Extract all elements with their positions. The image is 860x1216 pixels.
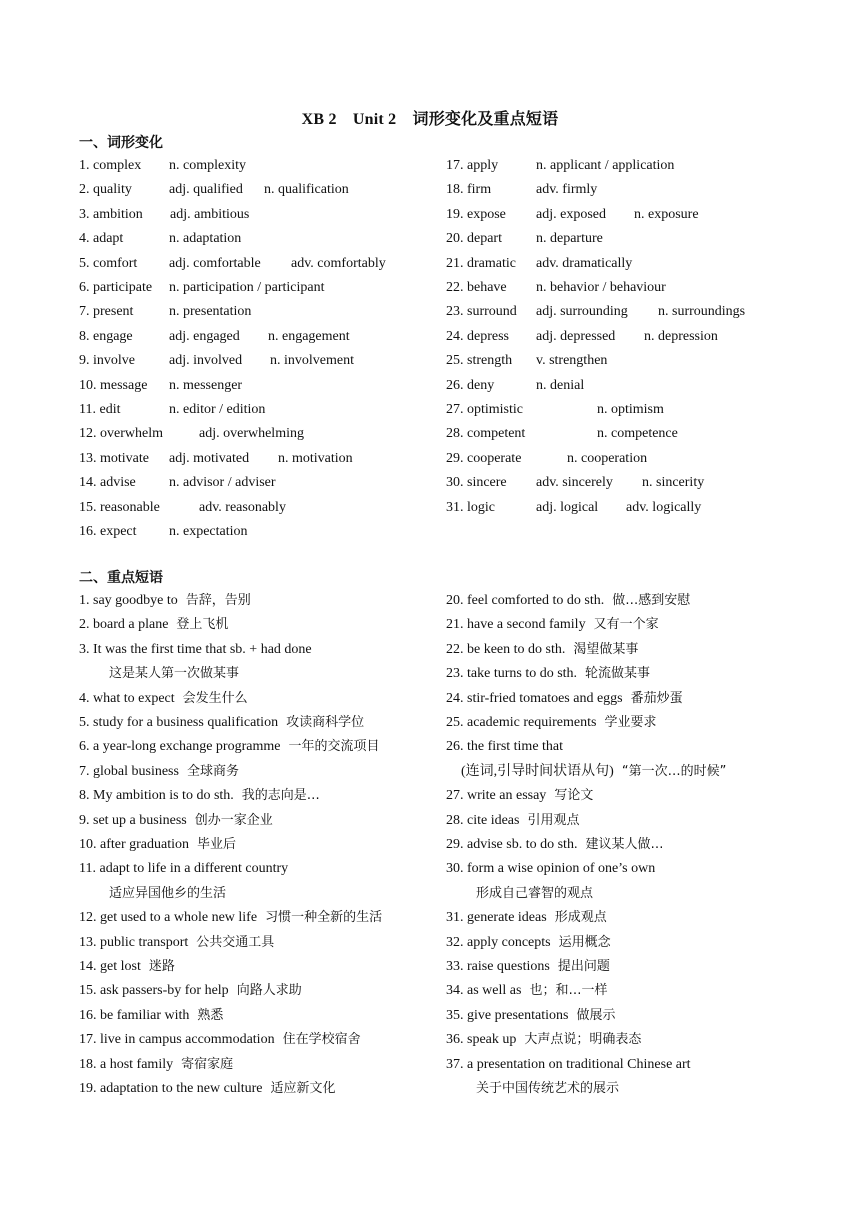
phrase-row (79, 1055, 233, 1075)
derived-form: n. applicant / application (536, 158, 675, 173)
phrase-row (79, 591, 251, 611)
base-word: 5. comfort (79, 255, 138, 271)
phrase-english: 15. ask passers-by for help (79, 983, 229, 999)
phrase-english: 27. write an essay (446, 788, 547, 804)
phrase-english: 33. raise questions (446, 959, 550, 974)
derived-form: adj. comfortable (169, 255, 261, 271)
phrase-english: 16. be familiar with (79, 1007, 190, 1023)
phrase-row (79, 811, 273, 831)
base-word: 19. expose (446, 206, 506, 222)
phrase-english: 10. after graduation (79, 837, 190, 852)
phrase-row (79, 884, 226, 904)
phrase-row (446, 835, 663, 855)
base-word: 8. engage (79, 328, 133, 344)
phrase-row (79, 1079, 336, 1099)
phrase-chinese: 渴望做某事 (573, 641, 639, 657)
phrase-chinese: 适应新文化 (270, 1081, 336, 1096)
phrase-english: 23. take turns to do sth. (446, 666, 578, 682)
title-topic: 词形变化及重点短语 (412, 111, 559, 128)
phrase-row (79, 713, 364, 733)
phrase-english: 9. set up a business (79, 812, 187, 828)
base-word: 1. complex (79, 158, 142, 173)
derived-form: n. expectation (169, 524, 248, 539)
derived-form: n. optimism (597, 402, 664, 417)
base-word: 14. advise (79, 475, 136, 491)
base-word: 15. reasonable (79, 499, 160, 515)
section-heading-word-forms: 一、词形变化 (79, 136, 163, 151)
phrase-english: 25. academic requirements (446, 715, 597, 730)
phrase-chinese: 寄宿家庭 (181, 1056, 234, 1072)
phrase-row (79, 981, 302, 1001)
phrase-chinese: 毕业后 (197, 837, 237, 852)
phrase-english: 5. study for a business qualification (79, 715, 279, 730)
derived-form: n. adaptation (169, 231, 242, 247)
derived-form-second: n. sincerity (642, 475, 705, 491)
phrase-english: 13. public transport (79, 934, 189, 950)
derived-form-second: adv. comfortably (291, 255, 386, 271)
phrase-english: 28. cite ideas (446, 812, 520, 828)
phrase-english: 20. feel comforted to do sth. (446, 593, 605, 608)
phrase-english: 18. a host family (79, 1056, 174, 1072)
derived-form-second: n. motivation (278, 450, 353, 466)
derived-form: adv. firmly (536, 182, 598, 198)
derived-form: adj. overwhelming (199, 426, 304, 442)
derived-form: n. complexity (169, 158, 246, 173)
base-word: 18. firm (446, 182, 492, 198)
base-word: 7. present (79, 304, 134, 320)
phrase-english: 36. speak up (446, 1032, 517, 1048)
word-forms-right-column (446, 156, 816, 526)
phrase-chinese: 适应异国他乡的生活 (109, 885, 227, 901)
base-word: 16. expect (79, 524, 137, 539)
phrase-row (446, 762, 726, 782)
phrase-row (446, 640, 638, 660)
derived-form: adj. exposed (536, 206, 606, 222)
phrase-row (446, 664, 650, 684)
derived-form: n. messenger (169, 377, 243, 393)
phrase-english: 22. be keen to do sth. (446, 641, 566, 657)
phrase-chinese: 熟悉 (197, 1007, 224, 1023)
phrase-english: 19. adaptation to the new culture (79, 1081, 263, 1096)
derived-form: adj. engaged (169, 328, 240, 344)
phrase-english: 7. global business (79, 763, 179, 779)
phrase-row (79, 957, 175, 977)
base-word: 11. edit (79, 402, 121, 417)
base-word: 31. logic (446, 499, 495, 515)
phrase-row (79, 1030, 361, 1050)
phrase-english: 11. adapt to life in a different country (79, 861, 289, 877)
base-word: 12. overwhelm (79, 426, 163, 442)
phrase-chinese: 引用观点 (527, 812, 580, 828)
phrase-english: 12. get used to a whole new life (79, 910, 258, 926)
phrase-english: 14. get lost (79, 959, 141, 974)
phrase-english: 24. stir-fried tomatoes and eggs (446, 690, 623, 706)
phrase-chinese: 向路人求助 (236, 983, 302, 999)
phrase-row (79, 689, 248, 709)
phrase-chinese: 我的志向是… (241, 788, 320, 804)
derived-form: adv. sincerely (536, 475, 613, 491)
phrase-chinese: “第一次…的时候” (621, 763, 727, 779)
phrase-chinese: 这是某人第一次做某事 (109, 666, 240, 682)
derived-form: adv. reasonably (199, 499, 286, 515)
phrase-english: 34. as well as (446, 983, 522, 999)
derived-form: n. editor / edition (169, 402, 266, 417)
phrase-chinese: 大声点说；明确表态 (524, 1032, 642, 1048)
derived-form: adv. dramatically (536, 255, 633, 271)
phrase-chinese: 迷路 (148, 959, 175, 974)
phrase-row (79, 664, 239, 684)
phrase-chinese: 习惯一种全新的生活 (265, 910, 383, 926)
phrases-left-column (79, 591, 439, 1101)
base-word: 13. motivate (79, 450, 149, 466)
phrase-chinese: 提出问题 (557, 959, 610, 974)
phrase-row (446, 615, 659, 635)
phrases-right-column (446, 591, 816, 1101)
phrase-english: 35. give presentations (446, 1007, 569, 1023)
phrase-english: 32. apply concepts (446, 934, 551, 950)
phrase-row (446, 1030, 641, 1050)
phrase-chinese: 告辞，告别 (185, 593, 251, 608)
phrase-english: 2. board a plane (79, 617, 169, 633)
derived-form: adj. logical (536, 499, 599, 515)
base-word: 28. competent (446, 426, 526, 442)
phrase-chinese: 也；和…一样 (529, 983, 608, 999)
phrase-chinese: 形成自己睿智的观点 (476, 885, 594, 901)
phrase-row (446, 786, 593, 806)
base-word: 20. depart (446, 231, 502, 247)
derived-form: adj. ambitious (170, 206, 250, 222)
phrase-row (79, 908, 382, 928)
phrase-chinese: 轮流做某事 (585, 666, 651, 682)
phrase-row (446, 908, 607, 928)
phrase-english: 8. My ambition is to do sth. (79, 788, 234, 804)
base-word: 22. behave (446, 280, 507, 295)
phrase-chinese: 登上飞机 (176, 617, 229, 633)
phrase-row (446, 713, 656, 733)
derived-form-second: n. exposure (634, 206, 699, 222)
phrase-english: 37. a presentation on traditional Chinese art (446, 1056, 691, 1072)
phrase-chinese: 攻读商科学位 (286, 715, 365, 730)
derived-form: n. presentation (169, 304, 252, 320)
phrase-chinese: 运用概念 (558, 934, 611, 950)
base-word: 26. deny (446, 377, 495, 393)
phrase-english: 31. generate ideas (446, 910, 547, 926)
derived-form-second: n. qualification (264, 182, 349, 198)
phrase-chinese: 写论文 (554, 788, 594, 804)
phrase-row (446, 591, 690, 611)
phrase-chinese: 又有一个家 (593, 617, 659, 633)
derived-form: adj. depressed (536, 328, 616, 344)
phrase-row (79, 786, 320, 806)
word-forms-left-column (79, 156, 439, 546)
base-word: 21. dramatic (446, 255, 516, 271)
phrase-row (446, 737, 563, 757)
phrase-row (79, 933, 274, 953)
phrase-row (446, 1006, 616, 1026)
phrase-chinese: 做…感到安慰 (612, 593, 691, 608)
derived-form-second: n. engagement (268, 328, 350, 344)
section-heading-key-phrases: 二、重点短语 (79, 571, 163, 586)
phrase-row (79, 1006, 223, 1026)
derived-form: adj. involved (169, 353, 243, 369)
phrase-english: 6. a year-long exchange programme (79, 739, 281, 755)
phrase-row (79, 640, 312, 660)
base-word: 23. surround (446, 304, 517, 320)
phrase-english: 1. say goodbye to (79, 593, 178, 608)
phrase-row (446, 981, 607, 1001)
derived-form: n. behavior / behaviour (536, 280, 666, 295)
phrase-row (446, 957, 610, 977)
phrase-english: 17. live in campus accommodation (79, 1032, 275, 1048)
phrase-chinese: 公共交通工具 (196, 934, 275, 950)
derived-form: n. participation / participant (169, 280, 325, 295)
derived-form: n. cooperation (567, 450, 648, 466)
phrase-row (446, 689, 683, 709)
title-code: XB 2 (301, 111, 337, 128)
phrase-english: 29. advise sb. to do sth. (446, 837, 578, 852)
phrase-row (446, 859, 655, 879)
title-unit: Unit 2 (352, 111, 397, 128)
phrase-english: 4. what to expect (79, 690, 175, 706)
phrase-chinese: 建议某人做… (585, 837, 664, 852)
phrase-chinese: 形成观点 (554, 910, 607, 926)
phrase-chinese: 做展示 (576, 1007, 616, 1023)
derived-form-second: adv. logically (626, 499, 702, 515)
base-word: 9. involve (79, 353, 135, 369)
base-word: 27. optimistic (446, 402, 523, 417)
derived-form: v. strengthen (536, 353, 608, 369)
derived-form-second: n. depression (644, 328, 718, 344)
base-word: 29. cooperate (446, 450, 522, 466)
phrase-chinese: 关于中国传统艺术的展示 (476, 1081, 620, 1096)
derived-form: n. departure (536, 231, 603, 247)
phrase-row (79, 762, 239, 782)
phrase-english: 26. the first time that (446, 739, 564, 755)
phrase-chinese: 一年的交流项目 (288, 739, 380, 755)
phrase-english: 21. have a second family (446, 617, 586, 633)
phrase-row (79, 859, 288, 879)
derived-form-second: n. involvement (270, 353, 354, 369)
base-word: 4. adapt (79, 231, 124, 247)
phrase-row (446, 884, 593, 904)
phrase-row (79, 835, 236, 855)
base-word: 10. message (79, 377, 148, 393)
phrase-english: (连词,引导时间状语从句) (461, 763, 614, 779)
phrase-english: 3. It was the first time that sb. + had done (79, 641, 312, 657)
derived-form: n. advisor / adviser (169, 475, 276, 491)
phrase-chinese: 会发生什么 (182, 690, 248, 706)
base-word: 30. sincere (446, 475, 507, 491)
base-word: 6. participate (79, 280, 153, 295)
phrase-row (446, 811, 580, 831)
derived-form: n. denial (536, 377, 585, 393)
base-word: 3. ambition (79, 206, 143, 222)
phrase-chinese: 创办一家企业 (194, 812, 273, 828)
phrase-english: 30. form a wise opinion of one’s own (446, 861, 656, 877)
phrase-chinese: 学业要求 (604, 715, 657, 730)
derived-form: adj. qualified (169, 182, 243, 198)
phrase-chinese: 番茄炒蛋 (630, 690, 683, 706)
phrase-chinese: 全球商务 (186, 763, 239, 779)
phrase-row (446, 1079, 619, 1099)
derived-form-second: n. surroundings (658, 304, 746, 320)
phrase-chinese: 住在学校宿舍 (282, 1032, 361, 1048)
base-word: 25. strength (446, 353, 513, 369)
base-word: 17. apply (446, 158, 499, 173)
phrase-row (79, 737, 379, 757)
page-title (0, 106, 860, 129)
phrase-row (446, 1055, 691, 1075)
phrase-row (79, 615, 228, 635)
phrase-row (446, 933, 611, 953)
derived-form: adj. surrounding (536, 304, 628, 320)
derived-form: adj. motivated (169, 450, 250, 466)
derived-form: n. competence (597, 426, 678, 442)
base-word: 2. quality (79, 182, 132, 198)
base-word: 24. depress (446, 328, 509, 344)
